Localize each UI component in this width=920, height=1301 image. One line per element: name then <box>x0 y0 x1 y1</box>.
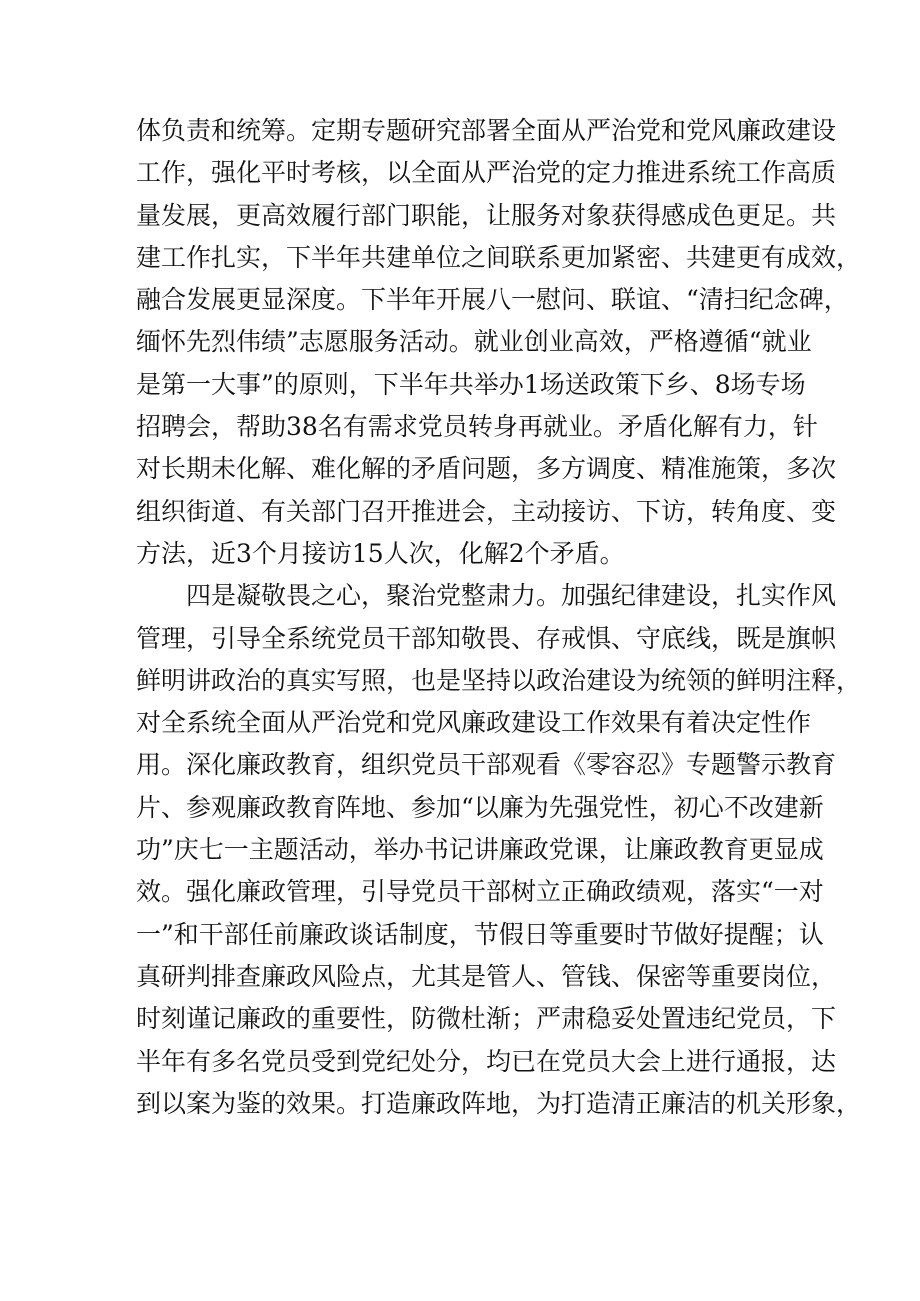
text-line: 半年有多名党员受到党纪处分，均已在党员大会上进行通报，达 <box>136 1046 837 1076</box>
text-line: 对全系统全面从严治党和党风廉政建设工作效果有着决定性作 <box>136 708 812 738</box>
text-line: 管理，引导全系统党员干部知敬畏、存戒惧、守底线，既是旗帜 <box>136 623 837 653</box>
text-line: 量发展，更高效履行部门职能，让服务对象获得感成色更足。共 <box>136 200 837 230</box>
text-line: 建工作扎实，下半年共建单位之间联系更加紧密、共建更有成效， <box>136 242 862 272</box>
text-line: 组织街道、有关部门召开推进会，主动接访、下访，转角度、变 <box>136 496 837 526</box>
text-line: 是第一大事”的原则，下半年共举办1场送政策下乡、8场专场 <box>136 369 806 399</box>
text-line: 效。强化廉政管理，引导党员干部树立正确政绩观，落实“一对 <box>136 877 824 907</box>
paragraph-start-line: 四是凝敬畏之心，聚治党整肃力。加强纪律建设，扎实作风 <box>186 581 837 611</box>
text-line: 功”庆七一主题活动，举办书记讲廉政党课，让廉政教育更显成 <box>136 835 824 865</box>
text-line: 招聘会，帮助38名有需求党员转身再就业。矛盾化解有力，针 <box>136 412 818 442</box>
text-line: 真研判排查廉政风险点，尤其是管人、管钱、保密等重要岗位， <box>136 961 837 991</box>
text-line: 到以案为鉴的效果。打造廉政阵地，为打造清正廉洁的机关形象， <box>136 1088 862 1118</box>
text-line: 缅怀先烈伟绩”志愿服务活动。就业创业高效，严格遵循“就业 <box>136 327 812 357</box>
text-line: 融合发展更显深度。下半年开展八一慰问、联谊、“清扫纪念碑， <box>136 285 849 315</box>
paragraph-end-line: 方法，近3个月接访15人次，化解2个矛盾。 <box>136 538 625 568</box>
document-body <box>136 110 862 1125</box>
text-line: 一”和干部任前廉政谈话制度，节假日等重要时节做好提醒；认 <box>136 919 824 949</box>
text-line: 工作，强化平时考核，以全面从严治党的定力推进系统工作高质 <box>136 158 837 188</box>
text-line: 用。深化廉政教育，组织党员干部观看《零容忍》专题警示教育 <box>136 750 837 780</box>
text-line: 体负责和统筹。定期专题研究部署全面从严治党和党风廉政建设 <box>136 116 837 145</box>
text-line: 鲜明讲政治的真实写照，也是坚持以政治建设为统领的鲜明注释， <box>136 665 862 695</box>
text-line: 对长期未化解、难化解的矛盾问题，多方调度、精准施策，多次 <box>136 454 837 484</box>
text-line: 片、参观廉政教育阵地、参加“以廉为先强党性，初心不改建新 <box>136 792 824 822</box>
text-line: 时刻谨记廉政的重要性，防微杜渐；严肃稳妥处置违纪党员，下 <box>136 1004 837 1034</box>
